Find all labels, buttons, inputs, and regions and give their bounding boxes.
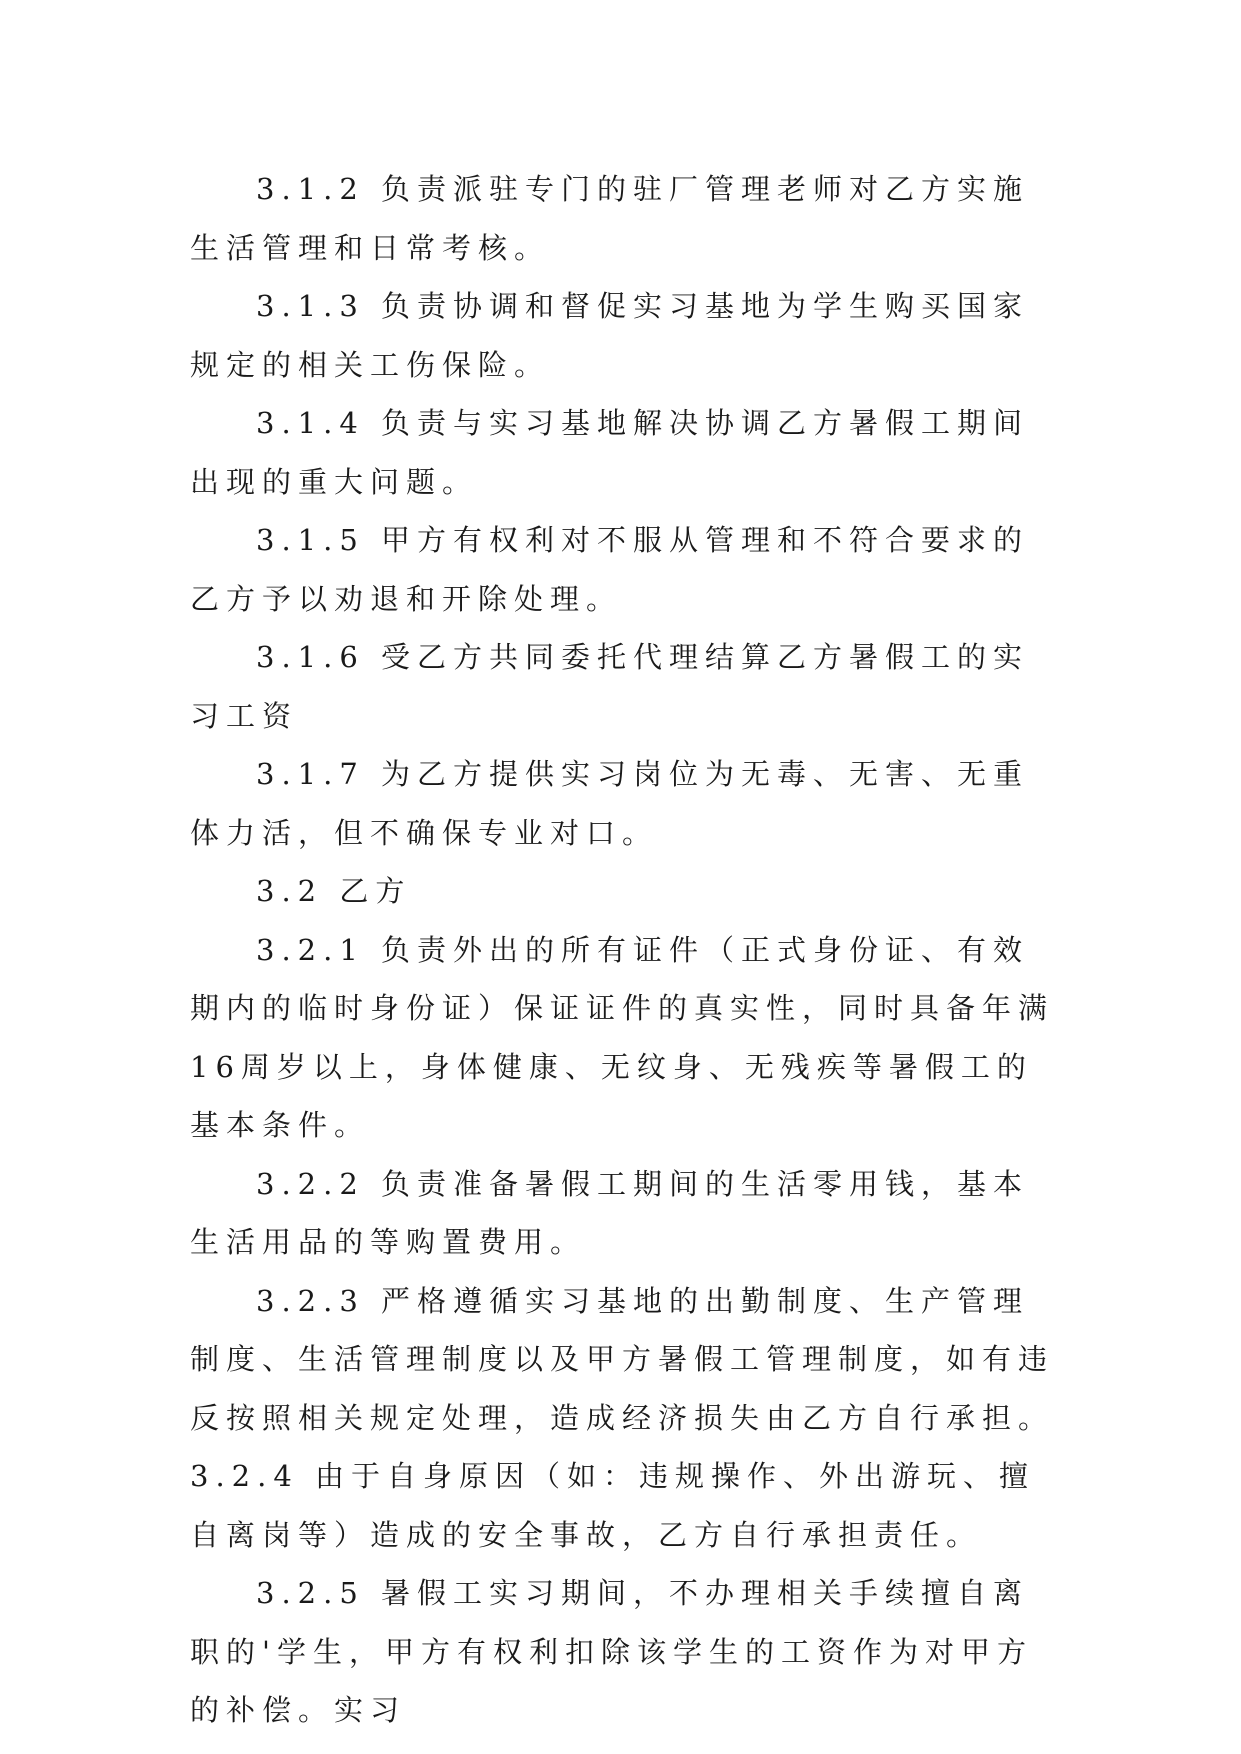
paragraph-3-2-1: 3.2.1 负责外出的所有证件（正式身份证、有效期内的临时身份证）保证证件的真实性，同时具备年满16周岁以上，身体健康、无纹身、无残疾等暑假工的基本条件。 — [190, 932, 1055, 1142]
paragraph-3-1-7: 3.1.7 为乙方提供实习岗位为无毒、无害、无重体力活，但不确保专业对口。 — [190, 757, 1030, 850]
paragraph-3-1-3: 3.1.3 负责协调和督促实习基地为学生购买国家规定的相关工伤保险。 — [190, 289, 1030, 382]
paragraph-3-2-3: 3.2.3 严格遵循实习基地的出勤制度、生产管理制度、生活管理制度以及甲方暑假工管理制度，如有违反按照相关规定处理，造成经济损失由乙方自行承担。3.2.4 由于自身原因（如：违规操作、外出游玩、擅自离岗等）造成的安全事故，乙方自行承担责任。 — [190, 1283, 1055, 1552]
paragraph-3-1-5: 3.1.5 甲方有权利对不服从管理和不符合要求的乙方予以劝退和开除处理。 — [190, 523, 1030, 616]
paragraph-3-1-2: 3.1.2 负责派驻专门的驻厂管理老师对乙方实施生活管理和日常考核。 — [190, 172, 1030, 265]
paragraph-3-2-2: 3.2.2 负责准备暑假工期间的生活零用钱，基本生活用品的等购置费用。 — [190, 1166, 1030, 1259]
document-body — [190, 160, 1060, 1740]
section-heading-3-2: 3.2 乙方 — [256, 874, 412, 908]
paragraph-3-2-5: 3.2.5 暑假工实习期间，不办理相关手续擅自离职的'学生，甲方有权利扣除该学生的工资作为对甲方的补偿。实习 — [190, 1576, 1033, 1727]
paragraph-3-1-4: 3.1.4 负责与实习基地解决协调乙方暑假工期间出现的重大问题。 — [190, 406, 1030, 499]
paragraph-3-1-6: 3.1.6 受乙方共同委托代理结算乙方暑假工的实习工资 — [190, 640, 1030, 733]
